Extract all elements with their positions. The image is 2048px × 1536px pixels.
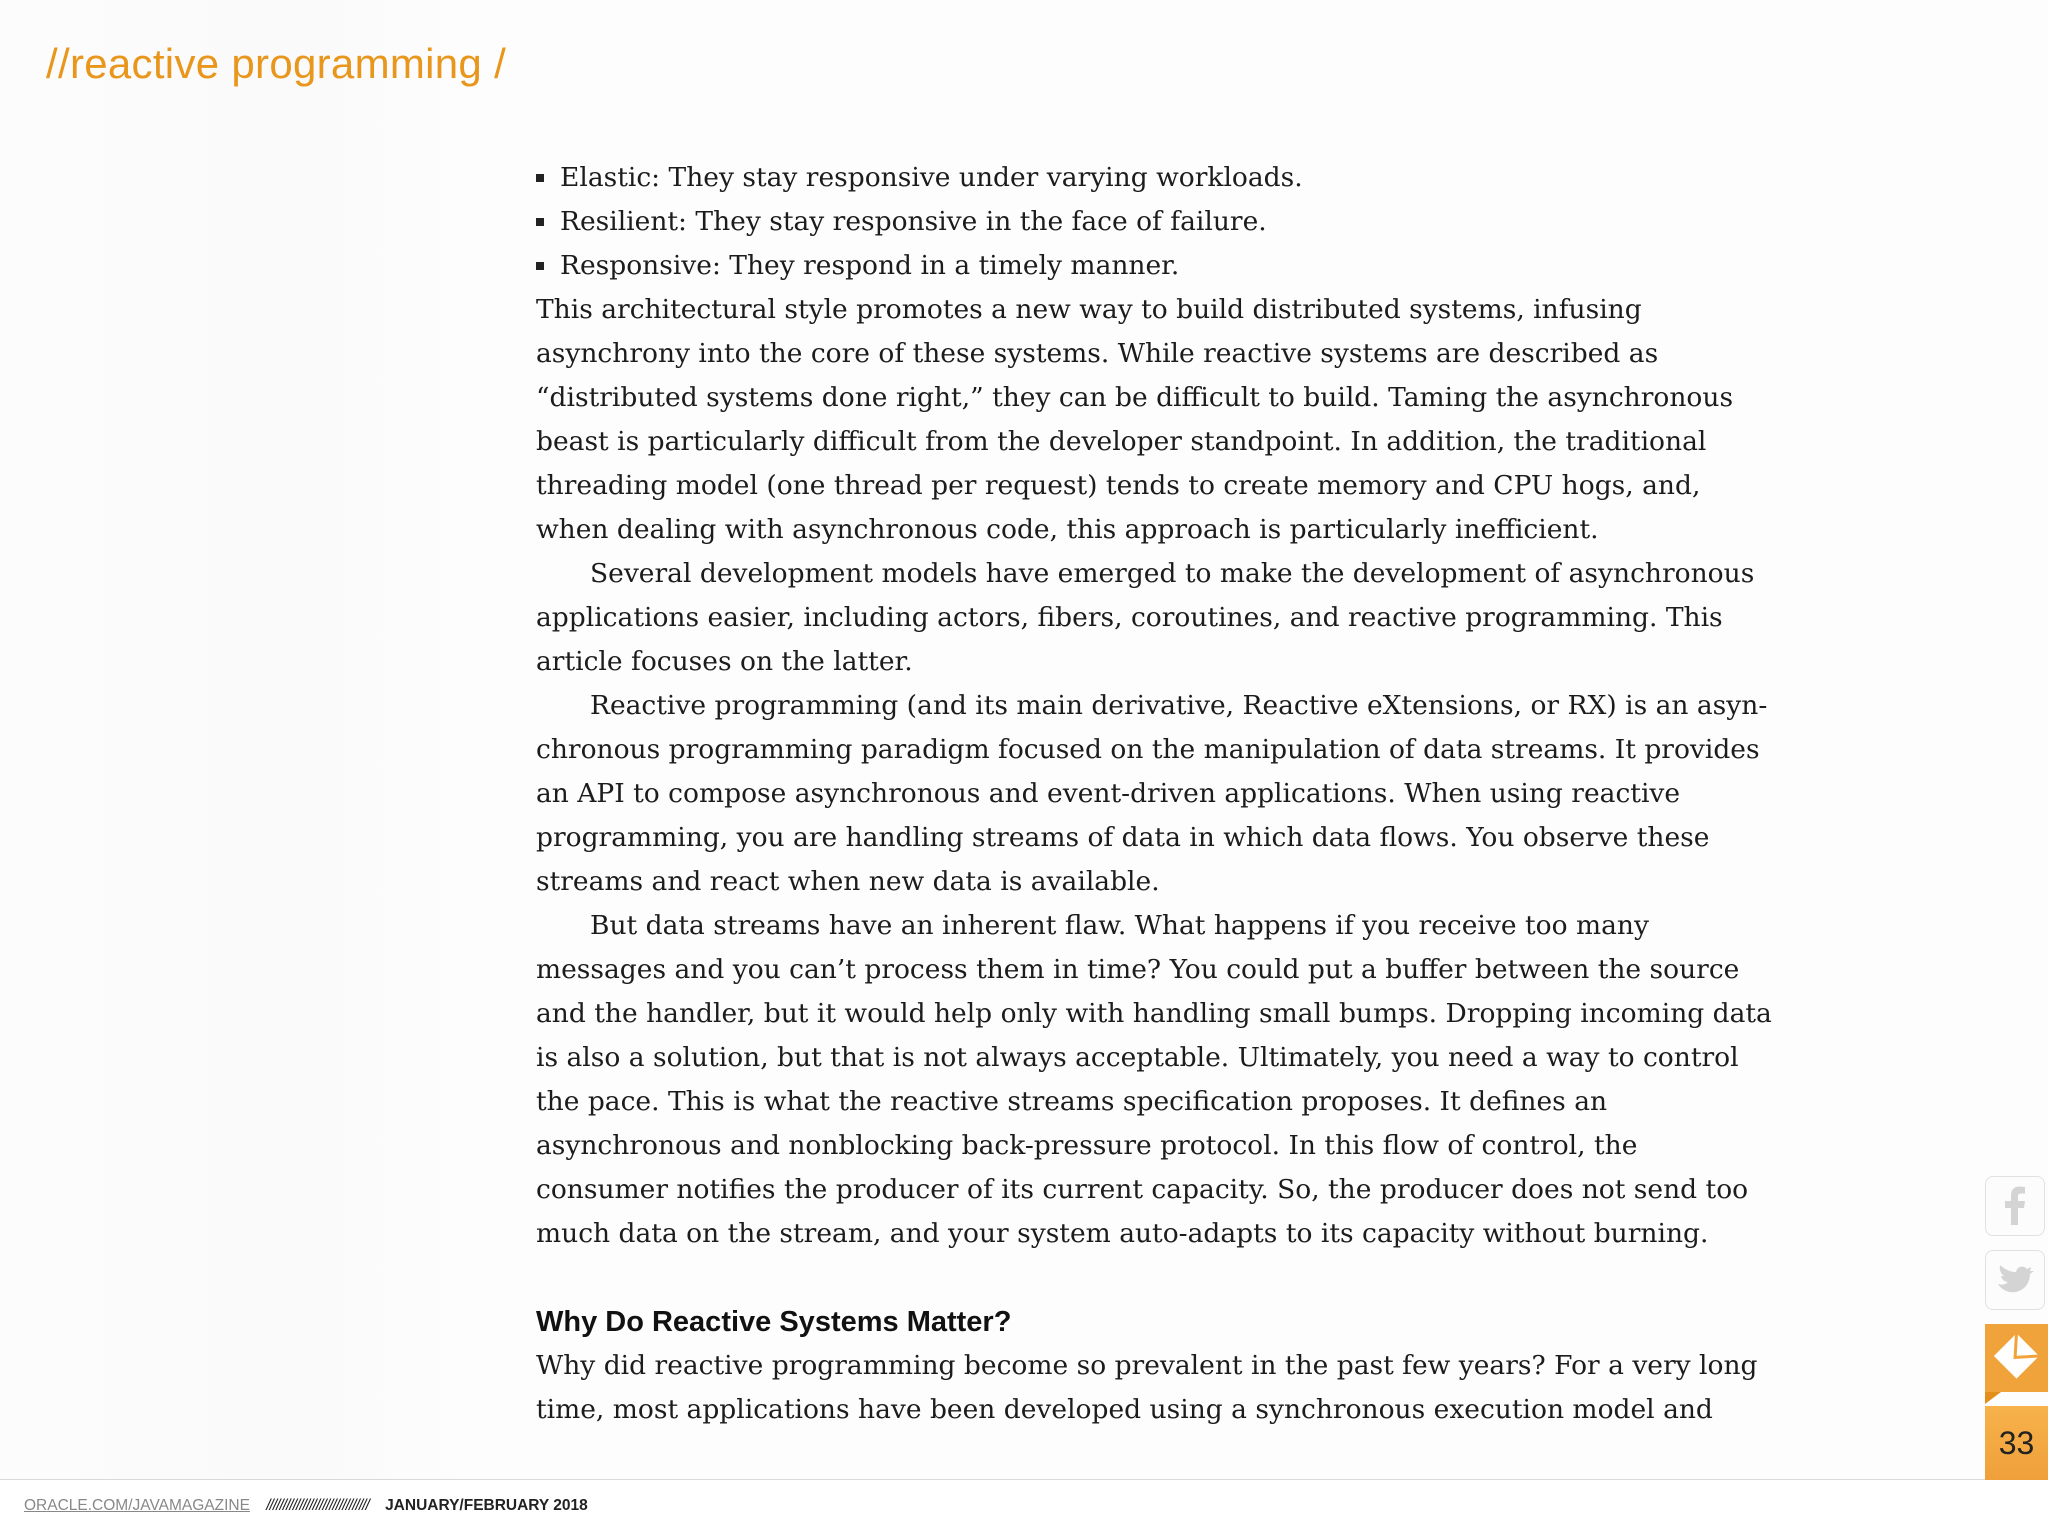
mail-icon xyxy=(1985,1324,2048,1392)
list-item: Resilient: They stay responsive in the face of failure. xyxy=(536,200,1776,244)
issue-date: JANUARY/FEBRUARY 2018 xyxy=(385,1497,588,1514)
bullet-icon xyxy=(536,218,544,226)
list-item: Responsive: They respond in a timely manner. xyxy=(536,244,1776,288)
paragraph: But data streams have an inherent flaw. What happens if you receive too many messages and you can’t process them in time? You could put a buffer between the source and the handler, but it would help only with handling small bumps. Dropping incoming data is also a solution, but that is not always acceptable. Ultimately, you need a way to control the pace. This is what the reactive streams specification proposes. It defines an asynchronous and nonblocking back-pressure protocol. In this flow of control, the consumer notifies the producer of its current capacity. So, the producer does not send too much data on the stream, and your system auto-adapts to its capacity without burning. xyxy=(536,910,1772,1249)
footer-divider xyxy=(0,1479,2048,1480)
bullet-icon xyxy=(536,262,544,270)
paragraph: Several development models have emerged to make the development of asynchronous applications easier, including actors, fibers, coroutines, and reactive programming. This article focuses on the latter. xyxy=(536,558,1755,677)
paragraph: This architectural style promotes a new way to build distributed systems, infusing asynchrony into the core of these systems. While reactive systems are described as “distributed systems done right,” they can be difficult to build. Taming the asynchronous beast is particularly difficult from the developer standpoint. In addition, the traditional threading model (one thread per request) tends to create memory and CPU hogs, and, when dealing with asynchronous code, this approach is particularly inefficient. xyxy=(536,294,1734,545)
bullet-list xyxy=(536,156,1776,288)
twitter-share-button[interactable] xyxy=(1985,1250,2045,1310)
section-tag: //reactive programming / xyxy=(46,40,507,87)
magazine-link[interactable]: ORACLE.COM/JAVAMAGAZINE xyxy=(24,1497,250,1514)
facebook-icon xyxy=(1986,1177,2044,1235)
bullet-icon xyxy=(536,174,544,182)
footer-slashes: /////////////////////////////// xyxy=(266,1497,369,1514)
paragraph: Why did reactive programming become so prevalent in the past few years? For a very long time, most applications have been developed using a synchronous execution model and xyxy=(536,1350,1758,1425)
twitter-icon xyxy=(1986,1251,2044,1309)
paragraph: Reactive programming (and its main derivative, Reactive eXtensions, or RX) is an asynchronous programming paradigm focused on the manipulation of data streams. It provides an API to compose asynchronous and event-driven applications. When using reactive programming, you are handling streams of data in which data flows. You observe these streams and react when new data is available. xyxy=(536,690,1768,897)
footer xyxy=(24,1494,588,1518)
mail-button-tail xyxy=(1985,1392,2001,1404)
page-number: 33 xyxy=(1985,1406,2048,1480)
email-share-button[interactable] xyxy=(1985,1324,2048,1392)
list-item: Elastic: They stay responsive under varying workloads. xyxy=(536,156,1776,200)
article-body xyxy=(536,156,1776,1432)
section-heading: Why Do Reactive Systems Matter? xyxy=(536,1306,1012,1338)
facebook-share-button[interactable] xyxy=(1985,1176,2045,1236)
